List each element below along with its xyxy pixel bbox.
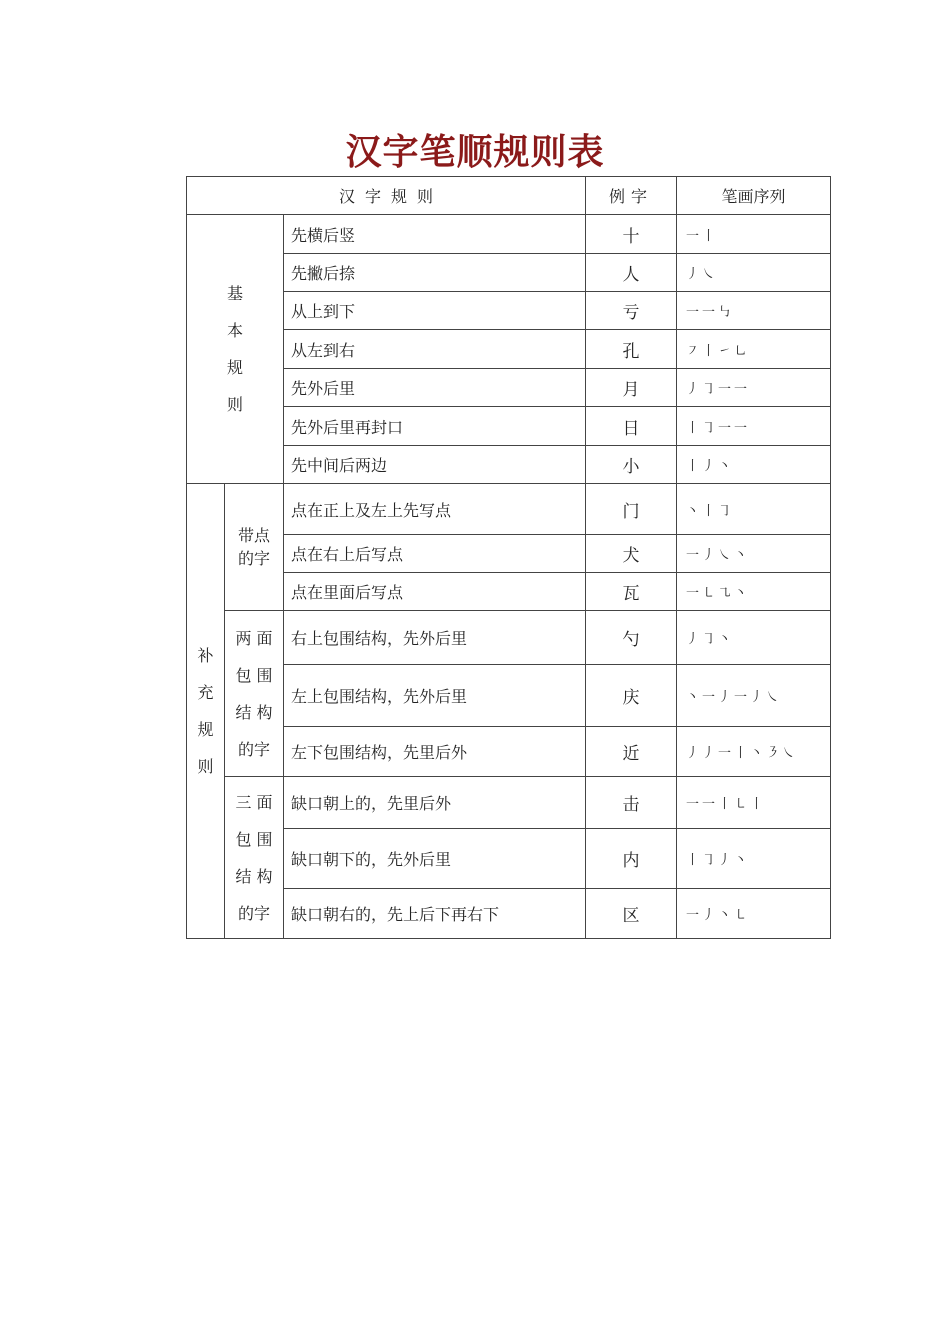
stroke-sequence: 一㇄㇈丶: [677, 573, 831, 611]
rule-text: 左上包围结构，先外后里: [284, 665, 586, 727]
rule-text: 点在右上后写点: [284, 535, 586, 573]
table-row: [187, 484, 831, 535]
example-char: 人: [586, 254, 677, 292]
rule-text: 先外后里再封口: [284, 407, 586, 446]
stroke-sequence: 一一㇉: [677, 292, 831, 330]
table-row: [187, 829, 831, 889]
table-row: [187, 215, 831, 254]
example-char: 内: [586, 829, 677, 889]
example-char: 月: [586, 369, 677, 407]
table-row: [187, 889, 831, 939]
rule-text: 点在里面后写点: [284, 573, 586, 611]
table-row: [187, 777, 831, 829]
rule-text: 从左到右: [284, 330, 586, 369]
subcategory-two-side-enclosure: 两 面 包 围 结 构 的字: [225, 611, 284, 777]
stroke-sequence: 一丨: [677, 215, 831, 254]
header-rule: 汉字规则: [187, 177, 586, 215]
stroke-sequence: ㇇丨㇀㇟: [677, 330, 831, 369]
header-example: 例字: [586, 177, 677, 215]
table-row: [187, 665, 831, 727]
rule-text: 右上包围结构，先外后里: [284, 611, 586, 665]
example-char: 小: [586, 446, 677, 484]
table-row: [187, 254, 831, 292]
example-char: 亏: [586, 292, 677, 330]
subcategory-three-side-enclosure: 三 面 包 围 结 构 的字: [225, 777, 284, 939]
table-row: [187, 292, 831, 330]
stroke-sequence: 丨丿丶: [677, 446, 831, 484]
example-char: 日: [586, 407, 677, 446]
table-row: [187, 727, 831, 777]
rule-text: 缺口朝上的，先里后外: [284, 777, 586, 829]
example-char: 门: [586, 484, 677, 535]
example-char: 十: [586, 215, 677, 254]
table-row: [187, 611, 831, 665]
rule-text: 从上到下: [284, 292, 586, 330]
stroke-order-table: [186, 176, 831, 939]
stroke-sequence: 一一丨㇄丨: [677, 777, 831, 829]
stroke-sequence: 一丿㇏丶: [677, 535, 831, 573]
example-char: 近: [586, 727, 677, 777]
rule-text: 先撇后捺: [284, 254, 586, 292]
example-char: 犬: [586, 535, 677, 573]
example-char: 区: [586, 889, 677, 939]
header-sequence: 笔画序列: [677, 177, 831, 215]
example-char: 勺: [586, 611, 677, 665]
stroke-sequence: 丿㇆丶: [677, 611, 831, 665]
example-char: 庆: [586, 665, 677, 727]
stroke-sequence: 丿㇆一一: [677, 369, 831, 407]
table-row: [187, 369, 831, 407]
category-basic-rules: 基 本 规 则: [187, 215, 284, 484]
table-row: [187, 535, 831, 573]
table-row: [187, 330, 831, 369]
rule-text: 先外后里: [284, 369, 586, 407]
stroke-sequence: 丨㇆一一: [677, 407, 831, 446]
rule-text: 缺口朝右的，先上后下再右下: [284, 889, 586, 939]
example-char: 瓦: [586, 573, 677, 611]
stroke-sequence: 丿丿一丨丶㇋㇏: [677, 727, 831, 777]
example-char: 击: [586, 777, 677, 829]
category-supplementary-rules: 补 充 规 则: [187, 484, 225, 939]
stroke-sequence: 丶丨㇆: [677, 484, 831, 535]
stroke-sequence: 丿㇏: [677, 254, 831, 292]
rule-text: 点在正上及左上先写点: [284, 484, 586, 535]
table-row: [187, 446, 831, 484]
stroke-sequence: 丨㇆丿丶: [677, 829, 831, 889]
stroke-sequence: 一丿丶㇄: [677, 889, 831, 939]
table-row: [187, 573, 831, 611]
table-row: [187, 407, 831, 446]
rule-text: 缺口朝下的，先外后里: [284, 829, 586, 889]
page-title: 汉字笔顺规则表: [345, 131, 605, 173]
rule-text: 先横后竖: [284, 215, 586, 254]
example-char: 孔: [586, 330, 677, 369]
stroke-sequence: 丶一丿一丿㇏: [677, 665, 831, 727]
subcategory-dot-characters: 带点 的字: [225, 484, 284, 611]
rule-text: 左下包围结构，先里后外: [284, 727, 586, 777]
rule-text: 先中间后两边: [284, 446, 586, 484]
table-header-row: [187, 177, 831, 215]
